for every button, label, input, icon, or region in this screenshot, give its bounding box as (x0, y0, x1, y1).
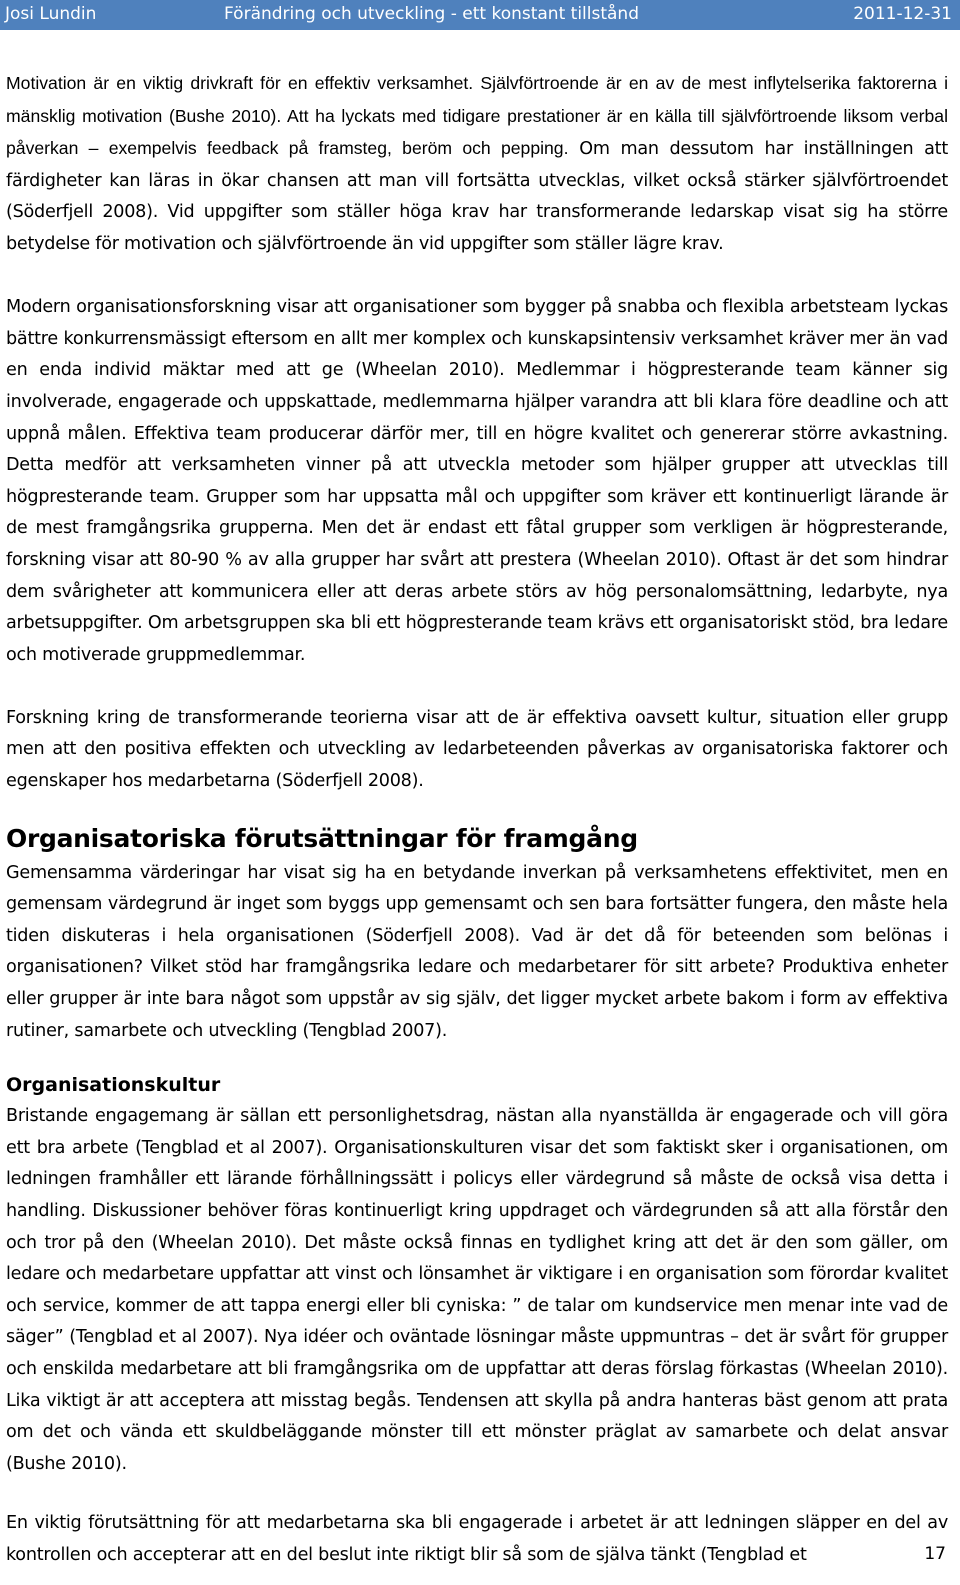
document-body (6, 40, 948, 1572)
paragraph-shared-values: Gemensamma värderingar har visat sig ha en betydande inverkan på verksamhetens effektivitet, men en gemensam värdegrund är inget som byggs upp gemensamt och sen bara fortsätter fungera, den måste hela tiden diskuteras i hela organisationen (Söderfjell 2008). Vad är det då för beteenden som belönas i organisationen? Vilket stöd har framgångsrika ledare och medarbetarer för sitt arbete? Produktiva enheter eller grupper är inte bara något som uppstår av sig själv, det ligger mycket arbete bakom i form av effektiva rutiner, samarbete och utveckling (Tengblad 2007). (6, 862, 948, 1041)
paragraph-team-research: Modern organisationsforskning visar att organisationer som bygger på snabba och flexibla arbetsteam lyckas bättre konkurrensmässigt eftersom en allt mer komplex och kunskapsintensiv verksamhet kräver mer än vad en enda individ mäktar med att ge (Wheelan 2010). Medlemmar i högpresterande team känner sig involverade, engagerade och uppskattade, medlemmarna hjälper varandra att bli klara före deadline och att uppnå målen. Effektiva team producerar därför mer, till en högre kvalitet och genererar större avkastning. Detta medför att verksamheten vinner på att utveckla metoder som hjälper grupper att utvecklas till högpresterande team. Grupper som har uppsatta mål och uppgifter som kräver ett kontinuerligt lärande är de mest framgångsrika grupperna. Men det är endast ett fåtal grupper som verkligen är högpresterande, forskning visar att 80-90 % av alla grupper har svårt att prestera (Wheelan 2010). Oftast är det som hindrar dem svårigheter att kommunicera eller att deras arbete störs av hög personalomsättning, ledarbyte, nya arbetsuppgifter. Om arbetsgruppen ska bli ett högpresterande team krävs ett organisatoriskt stöd, bra ledare och motiverade gruppmedlemmar. (6, 297, 948, 665)
heading-organisational-culture: Organisationskultur (6, 1074, 221, 1097)
paragraph-engagement: En viktig förutsättning för att medarbetarna ska bli engagerade i arbetet är att ledningen släpper en del av kontrollen och accepterar att en del beslut inte riktigt blir så som de själva tänkt (Tengblad et (6, 1513, 948, 1565)
paragraph-transformational: Forskning kring de transformerande teorierna visar att de är effektiva oavsett kultur, situation eller grupp men att den positiva effekten och utveckling av ledarbeteenden påverkas av organisatoriska faktorer och egenskaper hos medarbetarna (Söderfjell 2008). (6, 707, 948, 792)
paragraph-motivation (6, 40, 948, 261)
header-title: Förändring och utveckling - ett konstant tillstånd (224, 4, 639, 24)
header-date: 2011-12-31 (853, 4, 952, 24)
paragraph-culture: Bristande engagemang är sällan ett personlighetsdrag, nästan alla nyanställda är engagerade och vill göra ett bra arbete (Tengblad et al 2007). Organisationskulturen visar det som faktiskt sker i organisationen, om ledningen framhåller ett lärande förhållningssätt i policys eller värdegrund så måste de också visa detta i handling. Diskussioner behöver föras kontinuerligt kring uppdraget och värdegrunden så att alla förstår den och tror på den (Wheelan 2010). Det måste också finnas en tydlighet kring att det är den som gäller, om ledare och medarbetare uppfattar att vinst och lönsamhet är viktigare i en organisation som förordar kvalitet och service, kommer de att tappa energi eller bli cyniska: ” de talar om kundservice men menar inte vad de säger” (Tengblad et al 2007). Nya idéer och oväntade lösningar måste uppmuntras – det är svårt för grupper och enskilda medarbetare att bli framgångsrika om de uppfattar att deras förslag förkastas (Wheelan 2010). Lika viktigt är att acceptera att misstag begås. Tendensen att skylla på andra hanteras bäst genom att prata om det och vända ett skuldbeläggande mönster till ett mönster präglat av samarbete och delat ansvar (Bushe 2010). (6, 1106, 948, 1474)
paragraph-motivation-part2: Om man dessutom har inställningen att färdigheter kan läras in ökar chansen att man vill fortsätta utvecklas, vilket också stärker självförtroendet (Söderfjell 2008). Vid uppgifter som ställer höga krav har transformerande ledarskap visat sig ha större betydelse för motivation och självförtroende än vid uppgifter som ställer lägre krav. (6, 139, 948, 254)
page-header (0, 0, 960, 30)
paragraph-motivation-part1: Motivation är en viktig drivkraft för en effektiv verksamhet. Självförtroende är en av de mest inflytelserika faktorerna i mänsklig motivation (Bushe 2010). Att ha lyckats med tidigare prestationer är en källa till självförtroende liksom verbal påverkan – exempelvis feedback på framsteg, beröm och pepping. (6, 73, 948, 159)
heading-organisational-conditions: Organisatoriska förutsättningar för framgång (6, 823, 638, 853)
header-author: Josi Lundin (5, 4, 97, 24)
page-number: 17 (924, 1544, 946, 1564)
